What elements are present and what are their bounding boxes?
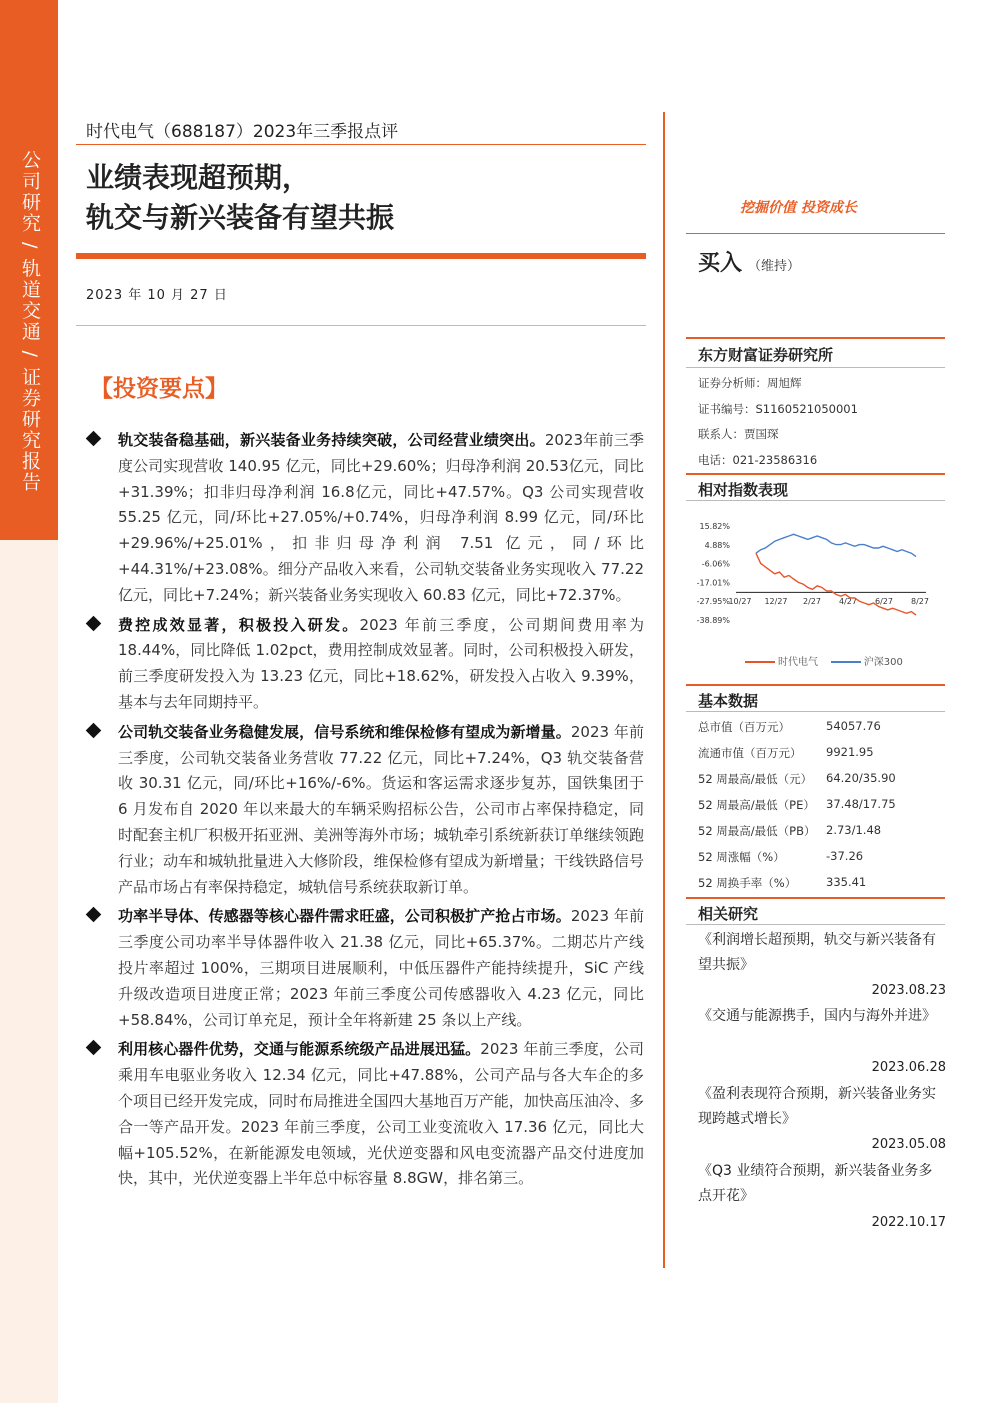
title-line-1: 业绩表现超预期， — [86, 161, 311, 194]
related-report-date: 2023.08.23 — [871, 983, 946, 998]
y-tick-label: -27.95% — [696, 597, 730, 607]
legend-swatch-index — [831, 661, 861, 663]
bullet-item — [88, 1037, 644, 1192]
x-tick-label: 4/27 — [839, 597, 857, 607]
y-tick-label: 4.88% — [704, 540, 730, 550]
slogan: 挖掘价值 投资成长 — [740, 200, 857, 216]
bullet-lead: 轨交装备稳基础，新兴装备业务持续突破，公司经营业绩突出。 — [118, 431, 545, 449]
divider — [686, 924, 945, 925]
diamond-bullet-icon — [86, 1040, 102, 1056]
chart-legend — [745, 653, 903, 668]
basic-value: 2.73/1.48 — [826, 823, 882, 837]
legend-label-stock: 时代电气 — [778, 657, 818, 668]
related-research-title: 相关研究 — [698, 905, 759, 923]
divider — [686, 711, 945, 712]
basic-key: 流通市值（百万元） — [698, 746, 802, 760]
phone: 电话：021-23586316 — [698, 453, 818, 467]
basic-value: 54057.76 — [826, 719, 881, 733]
basic-row — [698, 823, 946, 839]
relative-performance-chart — [690, 512, 940, 642]
divider — [686, 684, 945, 686]
basic-row — [698, 875, 946, 891]
y-tick-label: 15.82% — [699, 522, 730, 531]
basic-key: 52 周涨幅（%） — [698, 850, 785, 864]
rating — [698, 246, 800, 277]
column-divider — [663, 112, 665, 1268]
related-report-title[interactable]: 《利润增长超预期，轨交与新兴装备有望共振》 — [698, 932, 936, 973]
bullet-lead: 费控成效显著，积极投入研发。 — [118, 615, 360, 634]
basic-value: 335.41 — [826, 875, 867, 889]
rating-note: （维持） — [748, 259, 801, 274]
related-report-date: 2023.05.08 — [871, 1137, 946, 1152]
bullet-item — [88, 904, 644, 1033]
related-report-date: 2022.10.17 — [871, 1215, 946, 1230]
sidebar-label: 公司研究 / 轨道交通 / 证券研究报告 — [19, 150, 41, 493]
legend-swatch-stock — [745, 661, 775, 663]
basic-key: 52 周最高/最低（PE） — [698, 798, 815, 812]
y-tick-label: -38.89% — [696, 616, 730, 625]
contact: 联系人：贾国琛 — [698, 427, 779, 441]
bullet-lead: 利用核心器件优势，交通与能源系统级产品进展迅猛。 — [118, 1040, 481, 1059]
divider — [76, 325, 646, 326]
bullet-text: 2023 年前三季度，公司期间费用率为 18.44%，同比降低 1.02pct，费用控制成效显著。同时，公司积极投入研发，前三季度研发投入为 13.23 亿元，同比+18.62%，研发投入占收入 9.39%，基本与去年同期持平。 — [118, 615, 644, 711]
diamond-bullet-icon — [86, 431, 102, 447]
basic-key: 52 周最高/最低（元） — [698, 772, 813, 786]
related-report-title[interactable]: 《盈利表现符合预期，新兴装备业务实现跨越式增长》 — [698, 1086, 936, 1127]
basic-key: 52 周换手率（%） — [698, 876, 797, 890]
basic-value: 37.48/17.75 — [826, 797, 896, 811]
divider — [686, 897, 945, 899]
related-report-title[interactable]: 《交通与能源携手，国内与海外并进》 — [698, 1008, 936, 1024]
x-tick-label: 2/27 — [803, 597, 821, 607]
y-tick-label: -17.01% — [696, 578, 730, 588]
y-tick-label: -6.06% — [701, 559, 730, 569]
basic-row — [698, 771, 946, 787]
bullet-text: 2023年前三季度公司实现营收 140.95 亿元，同比+29.60%；归母净利润 20.53亿元，同比+31.39%；扣非归母净利润 16.8亿元，同比+47.57%。Q3 公司实现营收 55.25 亿元，同/环比+27.05%/+0.74%，归母净利润 8.99 亿元，同/环比+29.96%/+25.01%，扣非归母净利润 7.51 亿元，同/环比+44.31%/+23.08%。细分产品收入来看，公司轨交装备业务实现收入 77.22 亿元，同比+7.24%；新兴装备业务实现收入 60.83 亿元，同比+72.37%。 — [118, 431, 644, 604]
divider — [686, 500, 945, 501]
bullet-item — [88, 720, 644, 901]
section-title: 【投资要点】 — [90, 376, 228, 402]
basic-row — [698, 745, 946, 761]
rating-value: 买入 — [698, 251, 743, 276]
cert-number: 证书编号：S1160521050001 — [698, 402, 858, 416]
bullet-list — [88, 428, 644, 1196]
report-date: 2023 年 10 月 27 日 — [86, 288, 228, 303]
diamond-bullet-icon — [86, 615, 102, 631]
basic-key: 总市值（百万元） — [698, 720, 790, 734]
basic-key: 52 周最高/最低（PB） — [698, 824, 816, 838]
divider — [686, 473, 945, 475]
basic-value: 64.20/35.90 — [826, 771, 896, 785]
chart-title: 相对指数表现 — [698, 481, 789, 499]
related-report-date: 2023.06.28 — [871, 1060, 946, 1075]
bullet-lead: 公司轨交装备业务稳健发展，信号系统和维保检修有望成为新增量。 — [118, 722, 571, 741]
firm-name: 东方财富证券研究所 — [698, 346, 834, 364]
bullet-text: 2023 年前三季度，公司轨交装备业务营收 77.22 亿元，同比+7.24%，Q3 轨交装备营收 30.31 亿元，同/环比+16%/-6%。货运和客运需求逐步复苏，国铁集团于 6 月发布自 2020 年以来最大的车辆采购招标公告，公司市占率保持稳定，同时配套主机厂积极开拓亚洲、美洲等海外市场；城轨牵引系统新获订单继续领跑行业；动车和城轨批量进入大修阶段，维保检修有望成为新增量；干线铁路信号产品市场占有率保持稳定，城轨信号系统获取新订单。 — [118, 722, 644, 896]
divider — [76, 144, 646, 145]
basic-value: 9921.95 — [826, 745, 874, 759]
basic-row — [698, 719, 946, 735]
page-title — [86, 158, 394, 238]
report-kind: 时代电气（688187）2023年三季报点评 — [86, 122, 399, 142]
basic-row — [698, 849, 946, 865]
x-tick-label: 8/27 — [911, 597, 929, 607]
title-line-2: 轨交与新兴装备有望共振 — [86, 201, 395, 234]
title-underline — [76, 253, 646, 259]
analyst: 证券分析师：周旭辉 — [698, 376, 802, 390]
x-tick-label: 10/27 — [728, 597, 752, 607]
bullet-lead: 功率半导体、传感器等核心器件需求旺盛，公司积极扩产抢占市场。 — [118, 907, 571, 926]
bullet-item — [88, 613, 644, 716]
bullet-text: 2023 年前三季度，公司乘用车电驱业务收入 12.34 亿元，同比+47.88%，公司产品与各大车企的多个项目已经开发完成，同时布局推进全国四大基地百万产能，加快高压油冷、多合一等产品开发。2023 年前三季度，公司工业变流收入 17.36 亿元，同比大幅+105.52%，在新能源发电领域，光伏逆变器和风电变流器产品交付进度加快，其中，光伏逆变器上半年总中标容量 8.8GW，排名第三。 — [118, 1040, 644, 1188]
legend-label-index: 沪深300 — [863, 657, 903, 668]
sidebar — [0, 0, 58, 1403]
basic-row — [698, 797, 946, 813]
related-report-title[interactable]: 《Q3 业绩符合预期，新兴装备业务多点开花》 — [698, 1163, 933, 1204]
basic-value: -37.26 — [826, 849, 864, 863]
bullet-item — [88, 428, 644, 609]
x-tick-label: 6/27 — [875, 597, 893, 607]
diamond-bullet-icon — [86, 722, 102, 738]
basic-data-title: 基本数据 — [698, 692, 759, 710]
series-line-index — [756, 534, 916, 556]
divider — [686, 337, 945, 339]
bullet-text: 2023 年前三季度公司功率半导体器件收入 21.38 亿元，同比+65.37%。二期芯片产线投片率超过 100%，三期项目进展顺利，中低压器件产能持续提升，SiC 产线升级改造项目进度正常；2023 年前三季度公司传感器收入 4.23 亿元，同比+58.84%，公司订单充足，预计全年将新建 25 条以上产线。 — [118, 907, 644, 1029]
diamond-bullet-icon — [86, 907, 102, 923]
divider — [686, 233, 945, 234]
divider — [686, 367, 945, 368]
x-tick-label: 12/27 — [764, 597, 788, 607]
